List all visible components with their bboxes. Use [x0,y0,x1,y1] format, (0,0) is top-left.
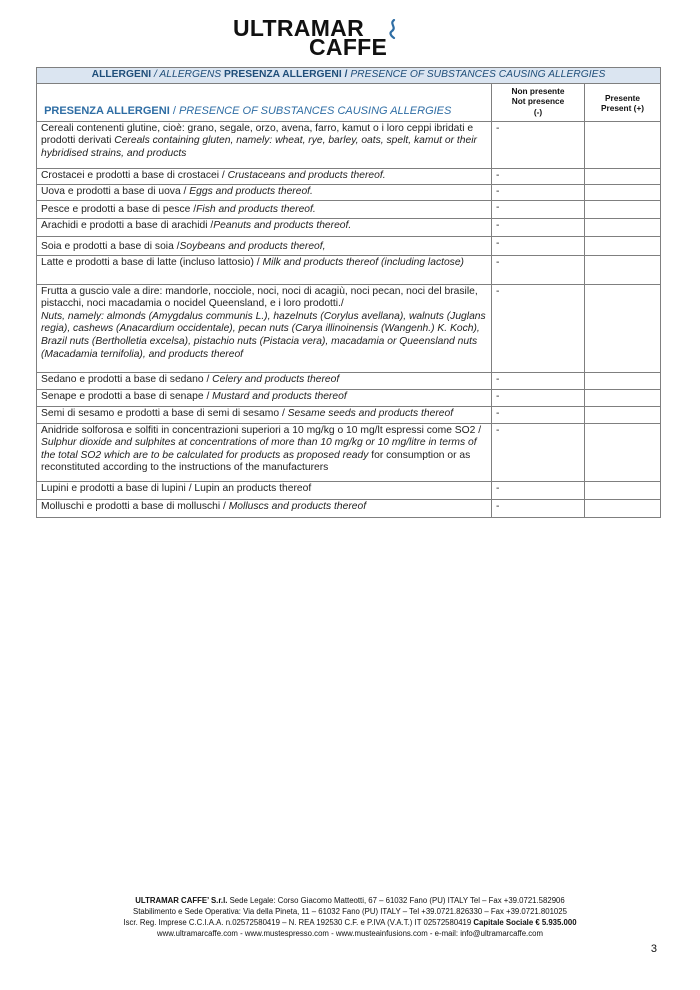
table-row [37,255,661,284]
mark-not-present: - [492,389,585,406]
mark-present [585,499,661,517]
row-text [37,255,492,284]
text-it: Latte e prodotti a base di latte (incluso lattosio) / [41,256,263,268]
row-text [37,121,492,168]
text-it-continued: for consumption or as reconstituted according to the instructions of the manufacturers [41,449,471,474]
column-header-row [37,83,661,121]
mark-present [585,200,661,218]
table-row [37,184,661,200]
text-it: Uova e prodotti a base di uova / [41,185,190,197]
title-presenza: PRESENZA ALLERGENI [221,69,342,80]
col-present: Present (+) [600,103,645,114]
text-en: Cereals containing gluten, namely: wheat, rye, barley, oats, spelt, kamut or their hybridised strains, and products [41,135,477,159]
row-text [37,499,492,517]
title-allergeni: ALLERGENI [91,69,152,80]
mark-present [585,284,661,372]
table-row [37,121,661,168]
mark-not-present: - [492,481,585,499]
text-it: Anidride solforosa e solfiti in concentrazioni superiori a 10 mg/kg o 10 mg/lt espressi come SO2 / [41,424,482,436]
col-not-presence: Not presence [511,96,565,107]
text-en: Sulphur dioxide and sulphites at concentrations of more than 10 mg/kg or 10 mg/litre in terms of the total SO2 which are to be calculated for products as proposed ready [41,437,477,461]
row-text [37,481,492,499]
table-row [37,481,661,499]
logo-line-1: ULTRAMAR [233,15,364,41]
table-title-row [37,68,661,84]
footer-line-3 [0,917,700,928]
footer-registration: Iscr. Reg. Imprese C.C.I.A.A. n.02572580419 – N. REA 192530 C.F. e P.IVA (V.A.T.) IT 02572580419 [123,918,474,927]
table-row [37,236,661,255]
text-en: Mustard and products thereof [212,390,347,402]
mark-not-present: - [492,218,585,236]
text-en: Eggs and products thereof. [189,185,313,197]
text-it: Crostacei e prodotti a base di crostacei / [41,169,228,181]
table-row [37,389,661,406]
company-logo [233,17,403,59]
table-row [37,168,661,184]
text-it: Molluschi e prodotti a base di molluschi / [41,500,229,512]
row-text [37,236,492,255]
row-text [37,184,492,200]
footer-capital: Capitale Sociale € 5.935.000 [473,918,577,927]
page-footer [0,895,700,939]
text-it: Frutta a guscio vale a dire: mandorle, nocciole, noci, noci di acagiù, noci pecan, noci del brasile, pistacchi, noci macadamia o nocidel Queensland, e i loro prodotti./ [41,285,478,310]
text-it: Lupini e prodotti a base di lupini / Lupin an products thereof [41,482,312,494]
mark-present [585,389,661,406]
mark-not-present: - [492,121,585,168]
row-text [37,200,492,218]
footer-line-2: Stabilimento e Sede Operativa: Via della Pineta, 11 – 61032 Fano (PU) ITALY – Tel +39.0721.826330 – Fax +39.0721.801025 [133,907,567,916]
text-en: Milk and products thereof (including lactose) [262,256,464,268]
mark-not-present: - [492,200,585,218]
mark-not-present: - [492,499,585,517]
col-minus: (-) [533,106,543,117]
table-row [37,284,661,372]
mark-present [585,236,661,255]
column-not-present [492,83,585,121]
text-it: Sedano e prodotti a base di sedano / [41,373,213,385]
col-non-presente: Non presente [511,85,565,96]
text-en: Nuts, namely: almonds (Amygdalus communis L.), hazelnuts (Corylus avellana), walnuts (Juglans regia), cashews (Anacardium occidentale), pecan nuts (Carya illinoinensis (Wangenh.) K. Koch), Brazil nuts (Bertholletia excelsa), pistachio nuts (Pistacia vera), macadamia or Queensland nuts (Macadamia ternifolia), and products thereof [41,310,486,360]
mark-present [585,255,661,284]
footer-line-4: www.ultramarcaffe.com - www.mustespresso.com - www.musteainfusions.com - e-mail: info@ultramarcaffe.com [157,929,543,938]
title-presence: PRESENCE OF SUBSTANCES CAUSING ALLERGIES [350,69,606,80]
mark-present [585,121,661,168]
text-en: Sesame seeds and products thereof [287,407,454,419]
page-number: 3 [650,943,657,955]
mark-present [585,406,661,423]
text-en: Soybeans and products thereof, [179,241,326,252]
mark-not-present: - [492,236,585,255]
mark-present [585,481,661,499]
mark-not-present: - [492,423,585,481]
mark-present [585,168,661,184]
text-en: Molluscs and products thereof [228,500,367,512]
row-text [37,389,492,406]
text-en: Celery and products thereof [212,373,340,385]
mark-not-present: - [492,406,585,423]
title-slash: / [341,69,351,80]
footer-line-1 [0,895,700,906]
section-slash: / [169,105,179,117]
mark-not-present: - [492,184,585,200]
text-it: Semi di sesamo e prodotti a base di semi di sesamo / [41,407,288,419]
text-en: Peanuts and products thereof. [213,219,352,231]
row-text [37,406,492,423]
table-row [37,200,661,218]
section-presence: PRESENCE OF SUBSTANCES CAUSING ALLERGIES [178,105,452,117]
mark-not-present: - [492,284,585,372]
row-text [37,284,492,372]
mark-present [585,372,661,389]
text-en: Crustaceans and products thereof. [227,169,386,181]
section-presenza: PRESENZA ALLERGENI [44,105,170,117]
footer-address: Sede Legale: Corso Giacomo Matteotti, 67 – 61032 Fano (PU) ITALY Tel – Fax +39.0721.582906 [227,896,565,905]
text-it: Pesce e prodotti a base di pesce / [41,204,197,215]
table-row [37,499,661,517]
text-it: Senape e prodotti a base di senape / [41,390,213,402]
text-en: Fish and products thereof. [196,204,316,215]
col-presente: Presente [604,92,641,103]
row-text [37,168,492,184]
mark-present [585,184,661,200]
row-text [37,372,492,389]
table-row [37,406,661,423]
row-text [37,218,492,236]
mark-not-present: - [492,168,585,184]
mark-not-present: - [492,372,585,389]
table-row [37,218,661,236]
allergen-table [36,67,661,518]
text-it: Soia e prodotti a base di soia / [41,241,180,252]
section-heading [37,83,492,121]
logo-line-2: CAFFE [309,34,388,60]
table-row [37,423,661,481]
row-text [37,423,492,481]
mark-not-present: - [492,255,585,284]
footer-company: ULTRAMAR CAFFE’ S.r.l. [135,896,228,905]
mark-present [585,423,661,481]
table-row [37,372,661,389]
text-it: Cereali contenenti glutine, cioè: grano, segale, orzo, avena, farro, kamut o i loro ceppi ibridati e prodotti derivati [41,122,474,147]
column-present [585,83,661,121]
text-it: Arachidi e prodotti a base di arachidi / [41,219,214,231]
table-title [37,68,661,84]
mark-present [585,218,661,236]
title-allergens: / ALLERGENS [151,69,222,80]
